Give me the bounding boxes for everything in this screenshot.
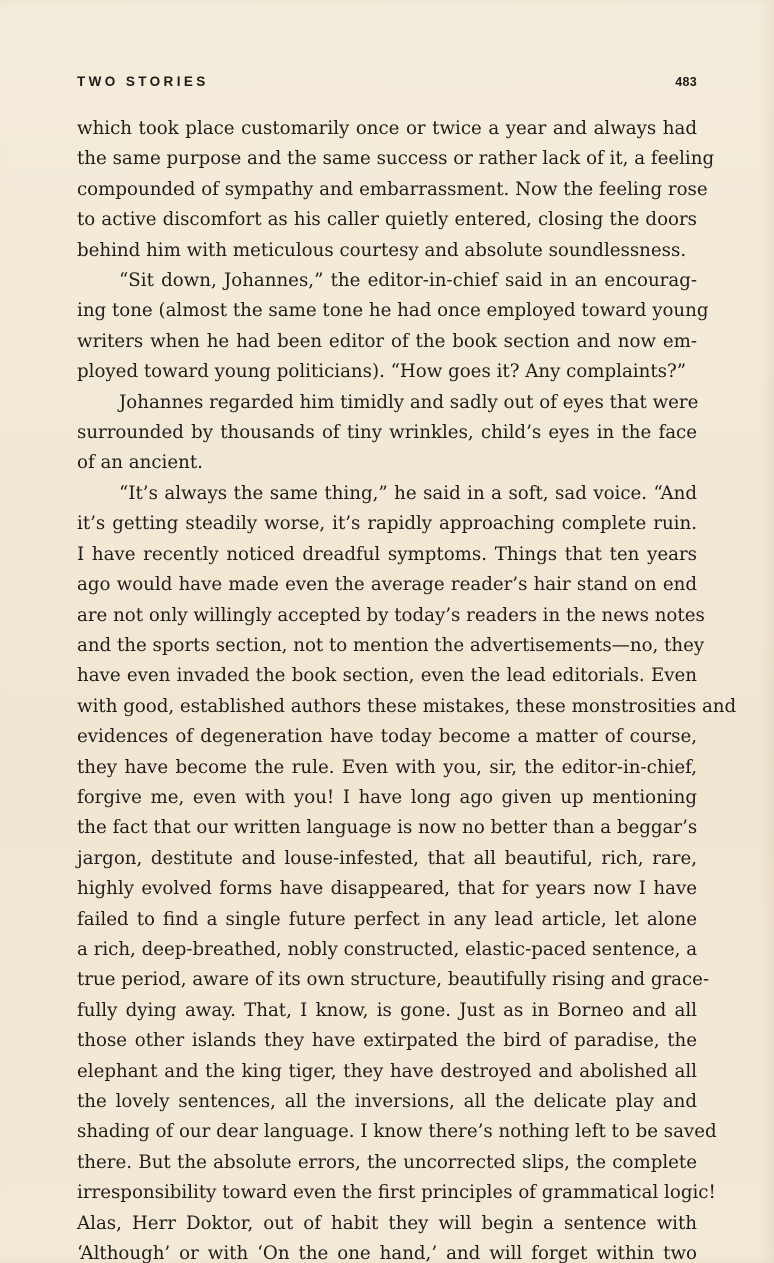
- text-line: a rich, deep-breathed, nobly constructed, elastic-paced sentence, a: [77, 938, 698, 960]
- text-line: Alas, Herr Doktor, out of habit they will begin a sentence with: [77, 1212, 697, 1234]
- text-line: there. But the absolute errors, the uncorrected slips, the complete: [77, 1151, 697, 1173]
- text-line: behind him with meticulous courtesy and absolute soundlessness.: [77, 239, 687, 261]
- text-line: to active discomfort as his caller quietly entered, closing the doors: [77, 209, 697, 231]
- body-text: [77, 114, 737, 1263]
- text-line: which took place customarily once or twice a year and always had: [77, 118, 697, 139]
- text-line: true period, aware of its own structure, beautifully rising and grace-: [77, 969, 710, 991]
- text-line: the same purpose and the same success or rather lack of it, a feeling: [77, 148, 715, 170]
- text-line: ‘Although’ or with ‘On the one hand,’ and will forget within two: [77, 1243, 697, 1263]
- text-line: failed to find a single future perfect in any lead article, let alone: [77, 908, 697, 930]
- text-line: it’s getting steadily worse, it’s rapidly approaching complete ruin.: [77, 513, 697, 535]
- paragraph: [77, 479, 737, 1263]
- running-title: TWO STORIES: [77, 74, 209, 89]
- text-line: with good, established authors these mistakes, these monstrosities and: [77, 695, 737, 717]
- text-line: “Sit down, Johannes,” the editor-in-chief said in an encourag-: [119, 270, 697, 292]
- text-line: ing tone (almost the same tone he had once employed toward young: [77, 300, 709, 322]
- text-line: irresponsibility toward even the first principles of grammatical logic!: [77, 1182, 716, 1204]
- text-line: of an ancient.: [77, 452, 203, 474]
- text-line: they have become the rule. Even with you, sir, the editor-in-chief,: [77, 756, 697, 778]
- text-line: evidences of degeneration have today become a matter of course,: [77, 726, 697, 748]
- running-head: [77, 74, 697, 94]
- text-line: compounded of sympathy and embarrassment. Now the feeling rose: [77, 178, 708, 200]
- text-line: have even invaded the book section, even the lead editorials. Even: [77, 665, 697, 687]
- text-line: are not only willingly accepted by today’s readers in the news notes: [77, 604, 705, 626]
- text-line: elephant and the king tiger, they have destroyed and abolished all: [77, 1060, 697, 1082]
- text-line: and the sports section, not to mention the advertisements—no, they: [77, 634, 705, 656]
- text-line: shading of our dear language. I know there’s nothing left to be saved: [77, 1121, 717, 1143]
- text-line: highly evolved forms have disappeared, that for years now I have: [77, 878, 697, 900]
- text-line: the fact that our written language is now no better than a beggar’s: [77, 817, 698, 839]
- text-line: jargon, destitute and louse-infested, that all beautiful, rich, rare,: [77, 847, 697, 869]
- text-line: surrounded by thousands of tiny wrinkles, child’s eyes in the face: [77, 422, 697, 444]
- text-line: the lovely sentences, all the inversions, all the delicate play and: [77, 1091, 697, 1112]
- text-line: ployed toward young politicians). “How goes it? Any complaints?”: [77, 361, 687, 383]
- text-line: Johannes regarded him timidly and sadly out of eyes that were: [119, 391, 699, 413]
- text-line: forgive me, even with you! I have long ago given up mentioning: [77, 786, 697, 808]
- text-line: ago would have made even the average reader’s hair stand on end: [77, 574, 697, 596]
- text-line: writers when he had been editor of the book section and now em-: [77, 330, 697, 352]
- paragraph: [77, 266, 709, 388]
- text-line: I have recently noticed dreadful symptoms. Things that ten years: [77, 543, 697, 565]
- paragraph: [77, 114, 715, 266]
- page-number: 483: [675, 75, 697, 89]
- text-line: “It’s always the same thing,” he said in a soft, sad voice. “And: [119, 482, 697, 504]
- paragraph: [77, 388, 697, 479]
- text-line: those other islands they have extirpated the bird of paradise, the: [77, 1030, 697, 1052]
- text-line: fully dying away. That, I know, is gone. Just as in Borneo and all: [77, 999, 697, 1021]
